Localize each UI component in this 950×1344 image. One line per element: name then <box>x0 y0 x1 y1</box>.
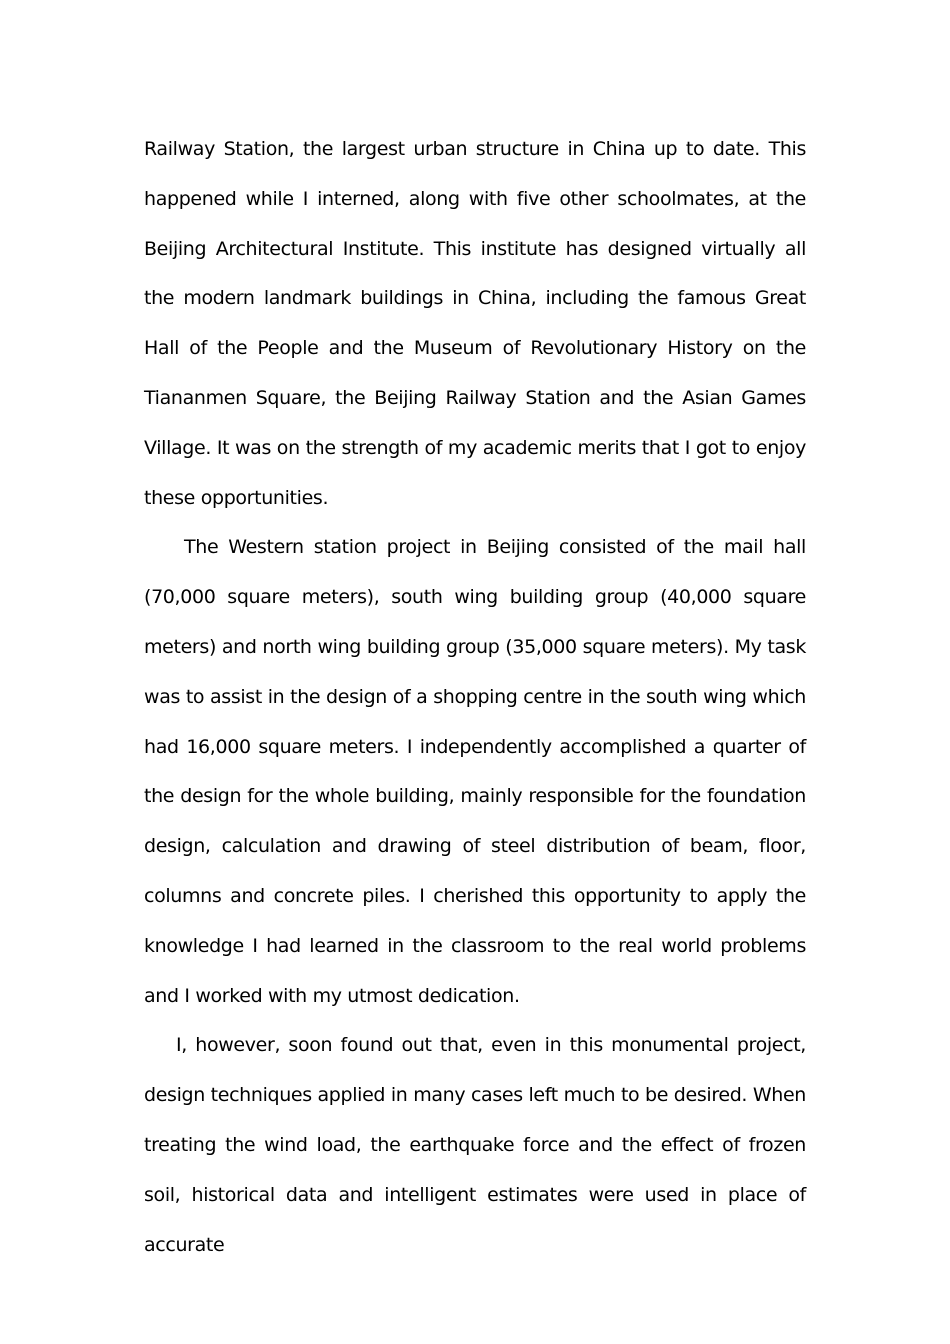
document-body <box>144 125 806 1270</box>
paragraph-1: Railway Station, the largest urban structure in China up to date. This happened while I interned, along with five other schoolmates, at the Beijing Architectural Institute. This institute has designed virtually all the modern landmark buildings in China, including the famous Great Hall of the People and the Museum of Revolutionary History on the Tiananmen Square, the Beijing Railway Station and the Asian Games Village. It was on the strength of my academic merits that I got to enjoy these opportunities. <box>144 138 806 509</box>
paragraph-3: I, however, soon found out that, even in this monumental project, design techniques applied in many cases left much to be desired. When treating the wind load, the earthquake force and the effect of frozen soil, historical data and intelligent estimates were used in place of accurate <box>144 1034 806 1256</box>
paragraph-2: The Western station project in Beijing consisted of the mail hall (70,000 square meters), south wing building group (40,000 square meters) and north wing building group (35,000 square meters). My task was to assist in the design of a shopping centre in the south wing which had 16,000 square meters. I independently accomplished a quarter of the design for the whole building, mainly responsible for the foundation design, calculation and drawing of steel distribution of beam, floor, columns and concrete piles. I cherished this opportunity to apply the knowledge I had learned in the classroom to the real world problems and I worked with my utmost dedication. <box>144 536 806 1007</box>
